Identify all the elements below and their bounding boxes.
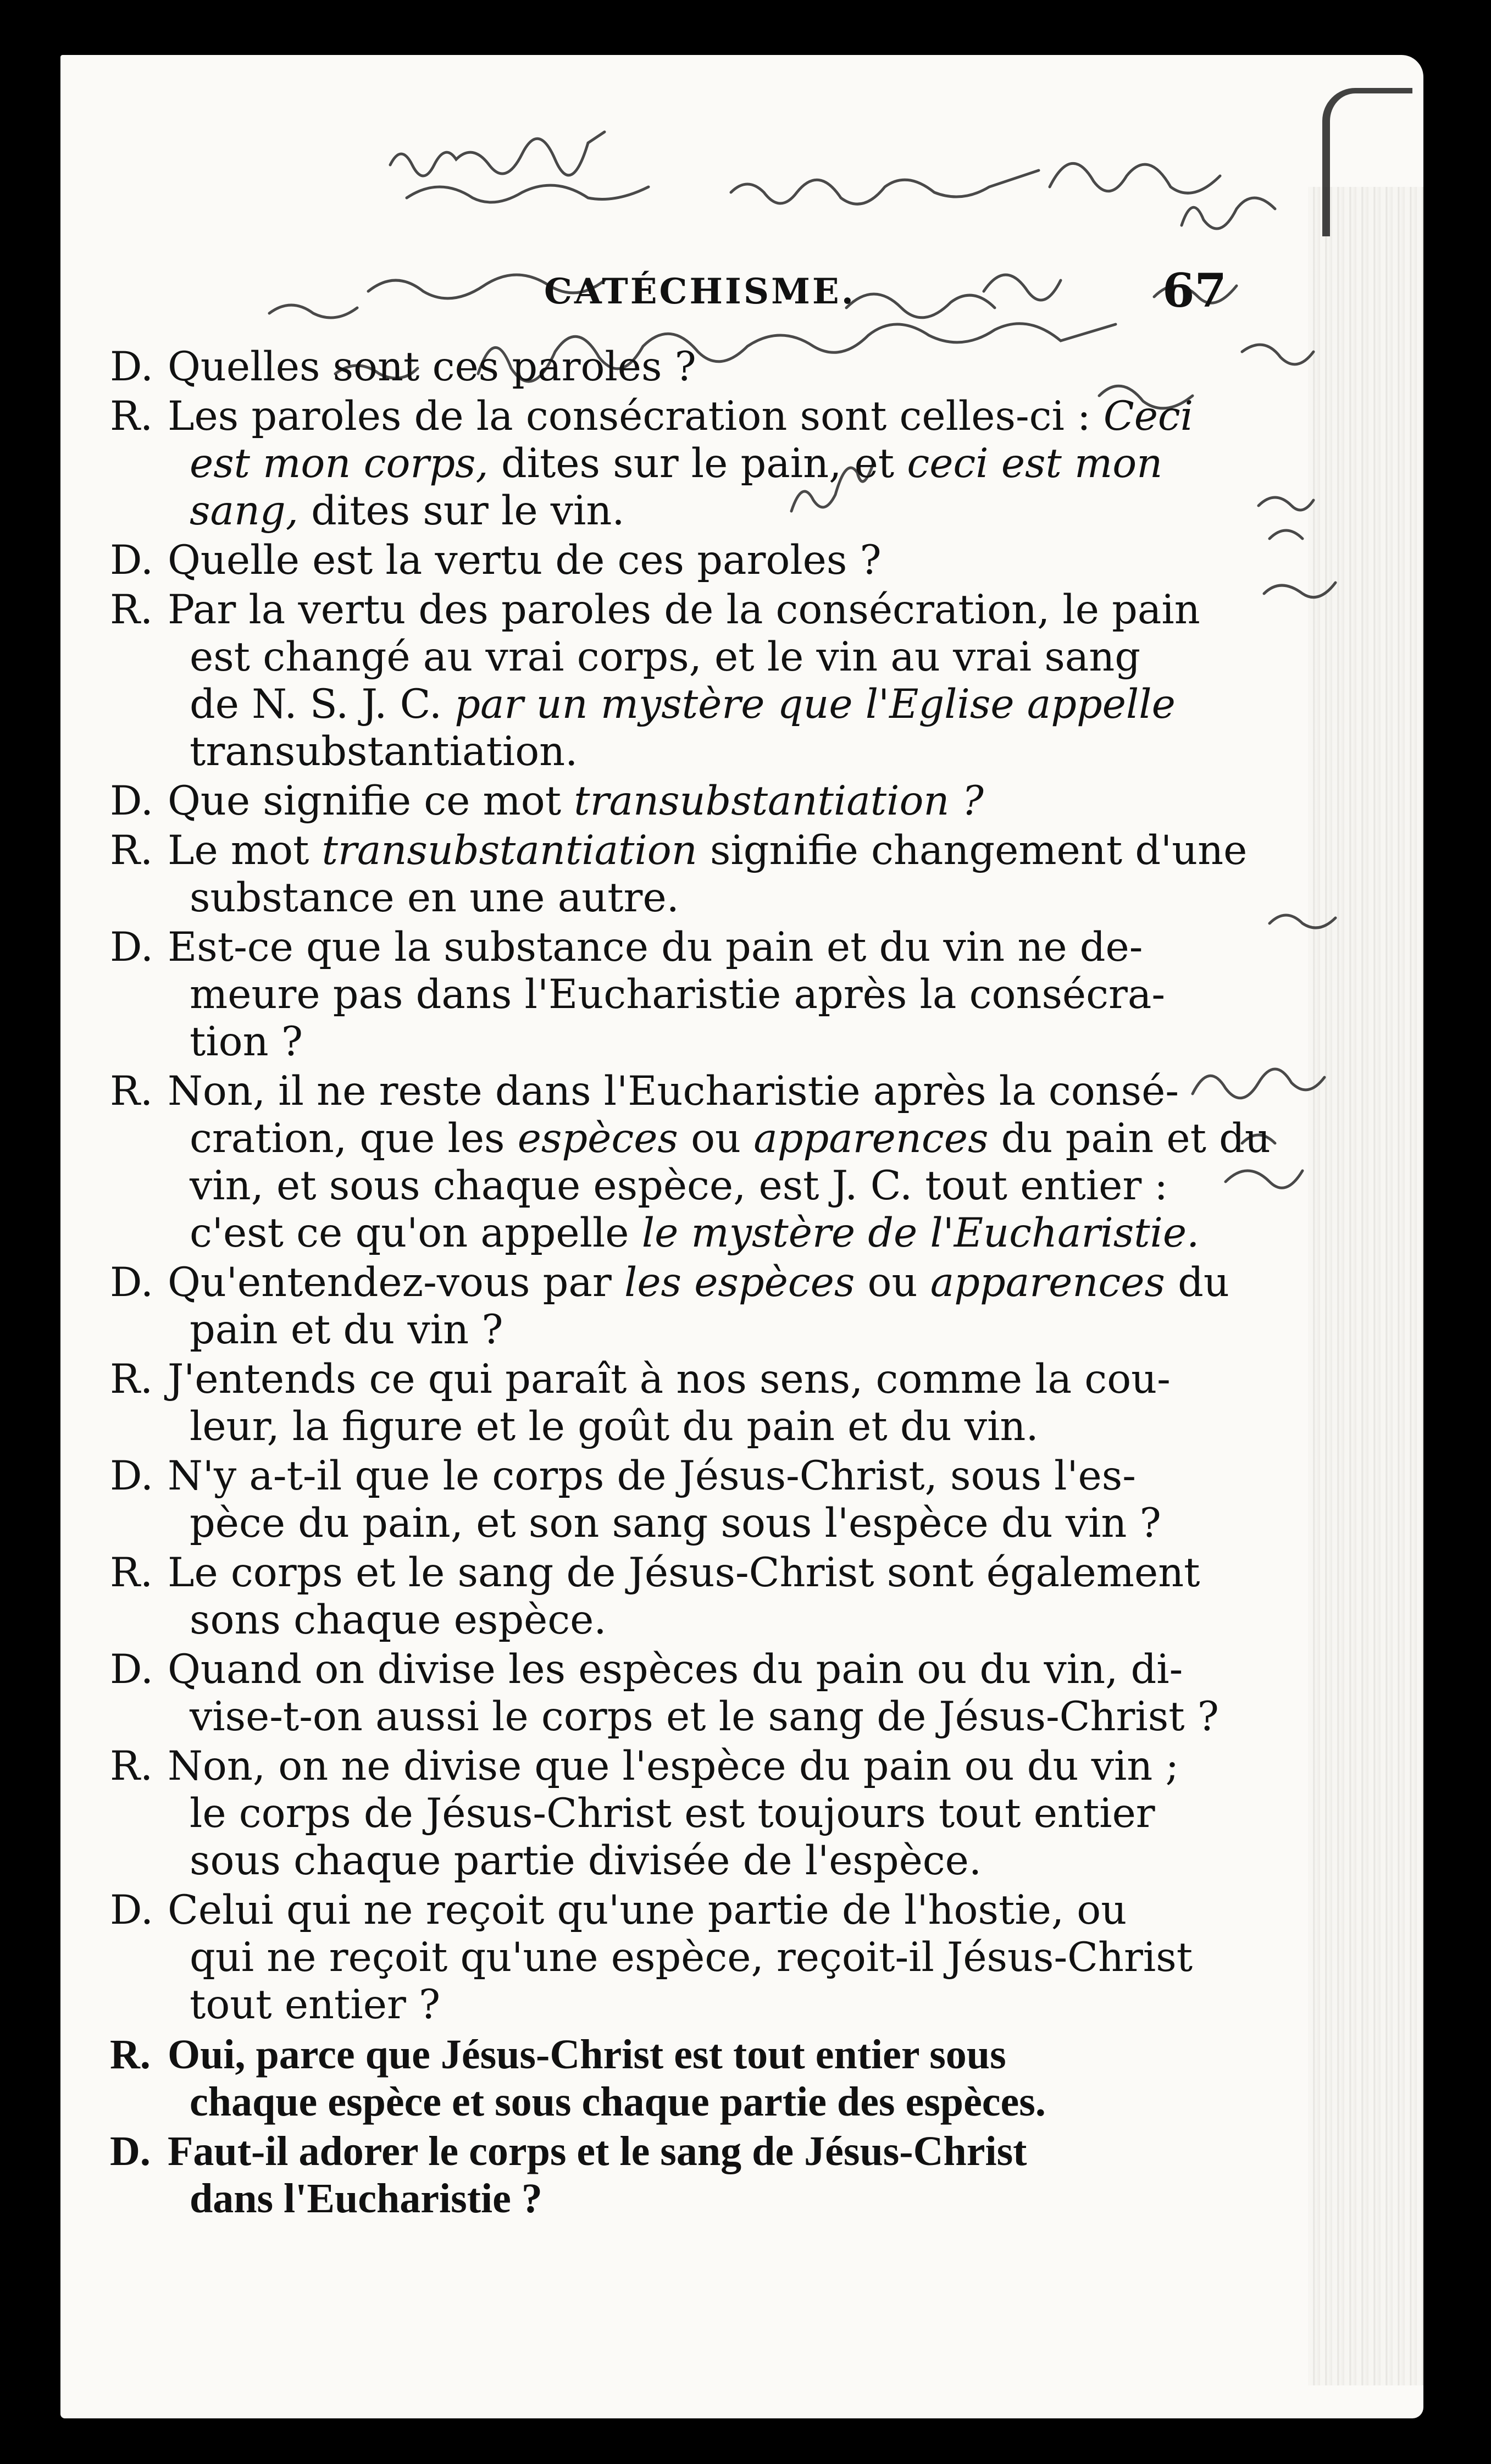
page-number: 67: [1162, 263, 1227, 318]
entry-text: [168, 1887, 1292, 2029]
question-entry: [110, 778, 1292, 825]
answer-entry: [110, 827, 1292, 922]
entry-text: [168, 1646, 1292, 1741]
text-line: Quelle est la vertu de ces paroles ?: [168, 537, 882, 584]
entry-text: [168, 2031, 1292, 2125]
entry-text: [168, 1356, 1292, 1450]
text-line: qui ne reçoit qu'une espèce, reçoit-il Jésus-Christ: [190, 1934, 1193, 1981]
entry-marker: D.: [110, 924, 154, 971]
running-title: CATÉCHISME.: [544, 271, 856, 312]
text-line: Quelles sont ces paroles ?: [168, 344, 696, 390]
text-line: Par la vertu des paroles de la consécration, le pain: [168, 586, 1200, 633]
question-entry: [110, 2128, 1292, 2222]
question-entry: [110, 1887, 1292, 2029]
italic-term: ceci est mon: [907, 440, 1163, 487]
italic-term: les espèces: [624, 1259, 855, 1306]
text-line: de N. S. J. C. par un mystère que l'Eglise appelle: [190, 681, 1176, 728]
book-page: [60, 55, 1423, 2418]
entry-marker: R.: [110, 1743, 153, 1790]
text-line: transubstantiation.: [190, 728, 578, 775]
question-entry: [110, 537, 1292, 584]
text-line: tion ?: [190, 1018, 303, 1065]
text-line: sons chaque espèce.: [190, 1597, 607, 1643]
entry-text: [168, 778, 1292, 825]
text-line: pèce du pain, et son sang sous l'espèce du vin ?: [190, 1500, 1161, 1547]
italic-term: est mon corps,: [190, 440, 489, 487]
entry-text: [168, 393, 1292, 535]
entry-marker: D.: [110, 2128, 151, 2174]
text-line: le corps de Jésus-Christ est toujours tout entier: [190, 1790, 1155, 1837]
text-line: N'y a-t-il que le corps de Jésus-Christ, sous l'es-: [168, 1453, 1136, 1499]
text-line: Que signifie ce mot transubstantiation ?: [168, 778, 984, 824]
text-line: est mon corps, dites sur le pain, et ceci est mon: [190, 440, 1163, 487]
answer-entry: [110, 1549, 1292, 1644]
answer-entry: [110, 586, 1292, 776]
catechism-text: [110, 344, 1292, 2222]
entry-text: [168, 1453, 1292, 1547]
entry-marker: R.: [110, 1356, 153, 1403]
question-entry: [110, 924, 1292, 1066]
text-line: dans l'Eucharistie ?: [190, 2175, 542, 2222]
entry-marker: R.: [110, 1068, 153, 1115]
text-line: cration, que les espèces ou apparences du pain et du: [190, 1115, 1271, 1162]
entry-marker: D.: [110, 1259, 154, 1306]
italic-term: transubstantiation ?: [574, 778, 984, 824]
entry-text: [168, 344, 1292, 391]
italic-term: espèces: [517, 1115, 678, 1162]
entry-text: [168, 827, 1292, 922]
text-line: vin, et sous chaque espèce, est J. C. tout entier :: [190, 1162, 1168, 1209]
text-line: est changé au vrai corps, et le vin au vrai sang: [190, 634, 1141, 680]
text-line: Celui qui ne reçoit qu'une partie de l'hostie, ou: [168, 1887, 1127, 1934]
entry-marker: R.: [110, 2031, 151, 2078]
entry-marker: D.: [110, 537, 154, 584]
text-line: Non, on ne divise que l'espèce du pain ou du vin ;: [168, 1743, 1179, 1790]
question-entry: [110, 1259, 1292, 1354]
italic-term: apparences: [753, 1115, 989, 1162]
text-line: Qu'entendez-vous par les espèces ou apparences du: [168, 1259, 1229, 1306]
text-line: Oui, parce que Jésus-Christ est tout entier sous: [168, 2031, 1006, 2078]
entry-text: [168, 586, 1292, 776]
answer-entry: [110, 2031, 1292, 2125]
italic-term: Ceci: [1103, 393, 1194, 440]
text-line: Non, il ne reste dans l'Eucharistie après la consé-: [168, 1068, 1179, 1115]
text-line: Est-ce que la substance du pain et du vin ne de-: [168, 924, 1143, 971]
entry-marker: R.: [110, 393, 153, 440]
entry-text: [168, 537, 1292, 584]
entry-marker: R.: [110, 827, 153, 874]
answer-entry: [110, 1743, 1292, 1885]
question-entry: [110, 344, 1292, 391]
text-line: Quand on divise les espèces du pain ou du vin, di-: [168, 1646, 1183, 1693]
question-entry: [110, 1453, 1292, 1547]
text-line: Le corps et le sang de Jésus-Christ sont également: [168, 1549, 1200, 1596]
entry-text: [168, 1743, 1292, 1885]
text-line: pain et du vin ?: [190, 1306, 503, 1353]
text-line: tout entier ?: [190, 1981, 441, 2028]
entry-marker: D.: [110, 1646, 154, 1693]
question-entry: [110, 1646, 1292, 1741]
entry-marker: D.: [110, 1887, 154, 1934]
text-line: Faut-il adorer le corps et le sang de Jésus-Christ: [168, 2128, 1027, 2174]
text-line: Le mot transubstantiation signifie changement d'une: [168, 827, 1248, 874]
entry-text: [168, 1068, 1292, 1257]
italic-term: apparences: [930, 1259, 1165, 1306]
entry-marker: R.: [110, 1549, 153, 1596]
text-line: c'est ce qu'on appelle le mystère de l'Eucharistie.: [190, 1210, 1200, 1256]
entry-marker: D.: [110, 1453, 154, 1499]
entry-marker: D.: [110, 344, 154, 390]
text-line: J'entends ce qui paraît à nos sens, comme la cou-: [168, 1356, 1171, 1403]
italic-term: transubstantiation: [322, 827, 697, 874]
text-line: sang, dites sur le vin.: [190, 488, 625, 534]
answer-entry: [110, 393, 1292, 535]
entry-text: [168, 1259, 1292, 1354]
text-line: Les paroles de la consécration sont celles-ci : Ceci: [168, 393, 1194, 440]
text-line: meure pas dans l'Eucharistie après la consécra-: [190, 971, 1166, 1018]
entry-marker: D.: [110, 778, 154, 824]
entry-text: [168, 1549, 1292, 1644]
page-header: [60, 263, 1423, 337]
entry-text: [168, 924, 1292, 1066]
text-line: leur, la figure et le goût du pain et du vin.: [190, 1403, 1039, 1450]
text-line: chaque espèce et sous chaque partie des espèces.: [190, 2079, 1046, 2125]
text-line: vise-t-on aussi le corps et le sang de Jésus-Christ ?: [190, 1693, 1219, 1740]
italic-term: sang,: [190, 488, 298, 534]
answer-entry: [110, 1068, 1292, 1257]
text-line: substance en une autre.: [190, 874, 679, 921]
text-line: sous chaque partie divisée de l'espèce.: [190, 1837, 982, 1884]
italic-term: par un mystère que l'Eglise appelle: [454, 681, 1176, 728]
entry-text: [168, 2128, 1292, 2222]
italic-term: le mystère de l'Eucharistie.: [641, 1210, 1200, 1256]
answer-entry: [110, 1356, 1292, 1450]
entry-marker: R.: [110, 586, 153, 633]
